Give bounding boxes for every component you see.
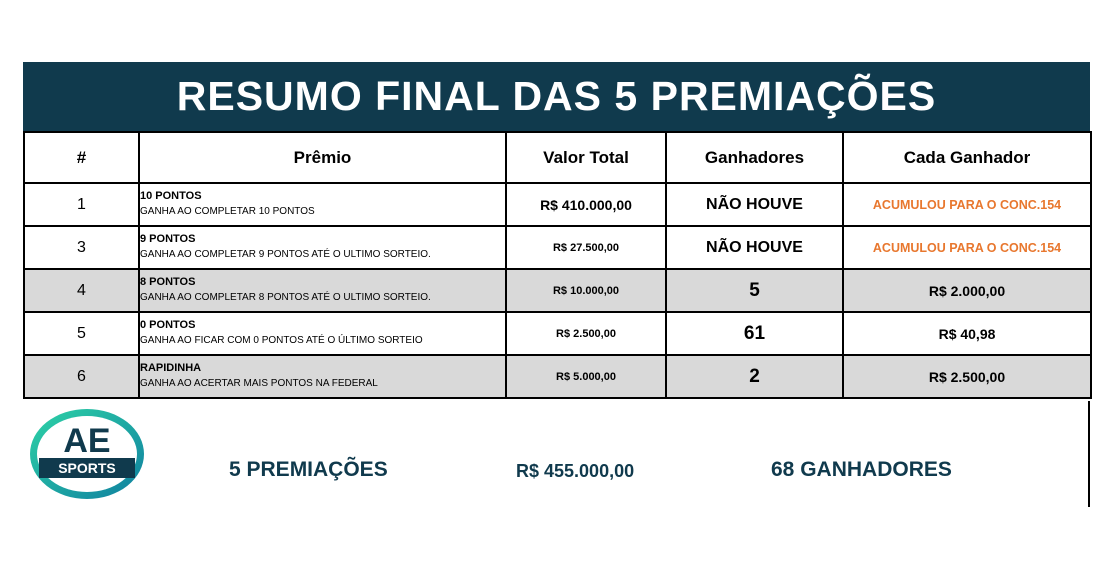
table-row <box>24 269 1091 312</box>
row-number: 4 <box>24 269 139 312</box>
table-row <box>24 312 1091 355</box>
prize-name: 9 PONTOS <box>140 233 196 245</box>
row-number: 1 <box>24 183 139 226</box>
cada-ganhador: R$ 2.000,00 <box>843 269 1091 312</box>
prize-description: GANHA AO ACERTAR MAIS PONTOS NA FEDERAL <box>140 378 378 389</box>
valor-total: R$ 27.500,00 <box>506 226 666 269</box>
header-num: # <box>24 132 139 183</box>
header-premio: Prêmio <box>139 132 506 183</box>
cada-ganhador: ACUMULOU PARA O CONC.154 <box>843 226 1091 269</box>
logo-letters: AE <box>63 422 111 460</box>
summary-total: R$ 455.000,00 <box>516 461 635 481</box>
cada-ganhador: ACUMULOU PARA O CONC.154 <box>843 183 1091 226</box>
cada-ganhador: R$ 2.500,00 <box>843 355 1091 398</box>
ae-sports-logo <box>27 406 147 502</box>
valor-total: R$ 5.000,00 <box>506 355 666 398</box>
page-title: RESUMO FINAL DAS 5 PREMIAÇÕES <box>23 62 1090 131</box>
ganhadores-count: 61 <box>666 312 843 355</box>
prize-cell <box>139 226 506 269</box>
prize-name: 10 PONTOS <box>140 190 202 202</box>
prize-name: 0 PONTOS <box>140 319 196 331</box>
ganhadores-count: 5 <box>666 269 843 312</box>
ganhadores-count: NÃO HOUVE <box>666 226 843 269</box>
row-number: 5 <box>24 312 139 355</box>
prize-description: GANHA AO COMPLETAR 9 PONTOS ATÉ O ULTIMO SORTEIO. <box>140 249 431 260</box>
table-row <box>24 183 1091 226</box>
ganhadores-count: NÃO HOUVE <box>666 183 843 226</box>
cada-ganhador: R$ 40,98 <box>843 312 1091 355</box>
header-cada-ganhador: Cada Ganhador <box>843 132 1091 183</box>
valor-total: R$ 10.000,00 <box>506 269 666 312</box>
header-valor-total: Valor Total <box>506 132 666 183</box>
summary-ganhadores: 68 GANHADORES <box>771 458 952 481</box>
header-ganhadores: Ganhadores <box>666 132 843 183</box>
valor-total: R$ 410.000,00 <box>506 183 666 226</box>
table-row <box>24 355 1091 398</box>
table-row <box>24 226 1091 269</box>
valor-total: R$ 2.500,00 <box>506 312 666 355</box>
prize-description: GANHA AO COMPLETAR 10 PONTOS <box>140 206 315 217</box>
prize-cell <box>139 355 506 398</box>
table-header-row <box>24 132 1091 183</box>
summary-premiacoes: 5 PREMIAÇÕES <box>229 458 388 481</box>
prize-description: GANHA AO FICAR COM 0 PONTOS ATÉ O ÚLTIMO SORTEIO <box>140 335 423 346</box>
prize-description: GANHA AO COMPLETAR 8 PONTOS ATÉ O ULTIMO SORTEIO. <box>140 292 431 303</box>
row-number: 6 <box>24 355 139 398</box>
results-table <box>23 131 1092 399</box>
prize-cell <box>139 183 506 226</box>
footer-divider <box>1088 401 1090 507</box>
row-number: 3 <box>24 226 139 269</box>
prize-name: RAPIDINHA <box>140 362 202 374</box>
prize-name: 8 PONTOS <box>140 276 196 288</box>
prize-cell <box>139 269 506 312</box>
logo-text: SPORTS <box>58 460 116 476</box>
ganhadores-count: 2 <box>666 355 843 398</box>
prize-cell <box>139 312 506 355</box>
